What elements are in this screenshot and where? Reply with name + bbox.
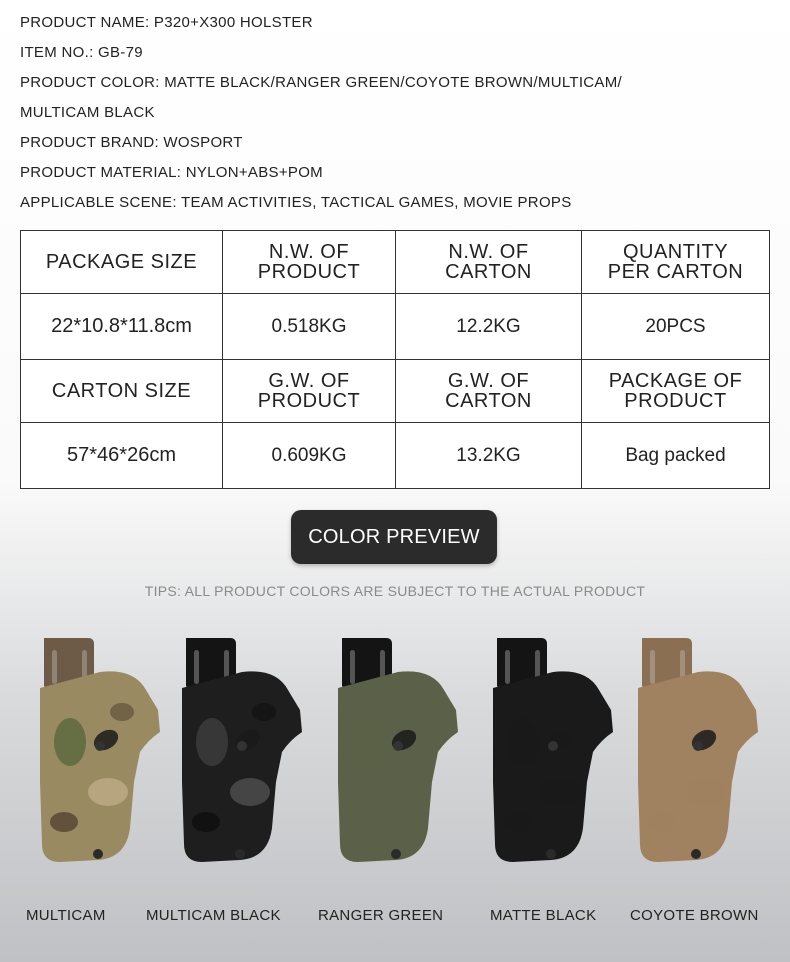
spec-item-no: ITEM NO.: GB-79 [20, 44, 143, 61]
table-cell-gw-product-label: G.W. OF PRODUCT [223, 360, 396, 423]
spec-applicable-scene: APPLICABLE SCENE: TEAM ACTIVITIES, TACTICAL GAMES, MOVIE PROPS [20, 194, 572, 211]
table-row [21, 294, 770, 360]
table-cell-gw-carton-value: 13.2KG [396, 423, 582, 489]
color-label-multicam-black: MULTICAM BLACK [146, 907, 281, 924]
holster-coyote-brown-icon [628, 632, 778, 870]
table-cell-nw-product-label: N.W. OF PRODUCT [223, 231, 396, 294]
table-row [21, 360, 770, 423]
table-cell-gw-carton-label: G.W. OF CARTON [396, 360, 582, 423]
spec-product-material: PRODUCT MATERIAL: NYLON+ABS+POM [20, 164, 323, 181]
holster-image-multicam-black [172, 632, 322, 870]
spec-product-name: PRODUCT NAME: P320+X300 HOLSTER [20, 14, 313, 31]
spec-product-color-cont: MULTICAM BLACK [20, 104, 155, 121]
product-spec-list [20, 8, 622, 218]
table-row [21, 423, 770, 489]
color-preview-button[interactable]: COLOR PREVIEW [291, 510, 497, 564]
table-cell-nw-carton-label: N.W. OF CARTON [396, 231, 582, 294]
holster-image-ranger-green [328, 632, 478, 870]
tips-note: TIPS: ALL PRODUCT COLORS ARE SUBJECT TO THE ACTUAL PRODUCT [144, 583, 646, 599]
table-row [21, 231, 770, 294]
table-cell-nw-carton-value: 12.2KG [396, 294, 582, 360]
table-cell-package-label: PACKAGE OF PRODUCT [582, 360, 770, 423]
spec-product-brand: PRODUCT BRAND: WOSPORT [20, 134, 243, 151]
color-label-coyote-brown: COYOTE BROWN [630, 907, 759, 924]
table-cell-carton-size-value: 57*46*26cm [21, 423, 223, 489]
spec-product-color: PRODUCT COLOR: MATTE BLACK/RANGER GREEN/COYOTE BROWN/MULTICAM/ [20, 74, 622, 91]
holster-matte-black-icon [483, 632, 633, 870]
table-cell-gw-product-value: 0.609KG [223, 423, 396, 489]
holster-multicam-icon [30, 632, 180, 870]
table-cell-nw-product-value: 0.518KG [223, 294, 396, 360]
table-cell-package-value: Bag packed [582, 423, 770, 489]
color-label-multicam: MULTICAM [26, 907, 106, 924]
table-cell-quantity-label: QUANTITY PER CARTON [582, 231, 770, 294]
table-cell-quantity-value: 20PCS [582, 294, 770, 360]
table-cell-package-size-value: 22*10.8*11.8cm [21, 294, 223, 360]
table-cell-package-size-label: PACKAGE SIZE [21, 231, 223, 294]
holster-image-coyote-brown [628, 632, 778, 870]
holster-multicam-black-icon [172, 632, 322, 870]
packaging-spec-table [20, 230, 770, 489]
color-label-ranger-green: RANGER GREEN [318, 907, 444, 924]
table-cell-carton-size-label: CARTON SIZE [21, 360, 223, 423]
color-label-matte-black: MATTE BLACK [490, 907, 597, 924]
holster-image-multicam [30, 632, 180, 870]
holster-image-matte-black [483, 632, 633, 870]
holster-ranger-green-icon [328, 632, 478, 870]
